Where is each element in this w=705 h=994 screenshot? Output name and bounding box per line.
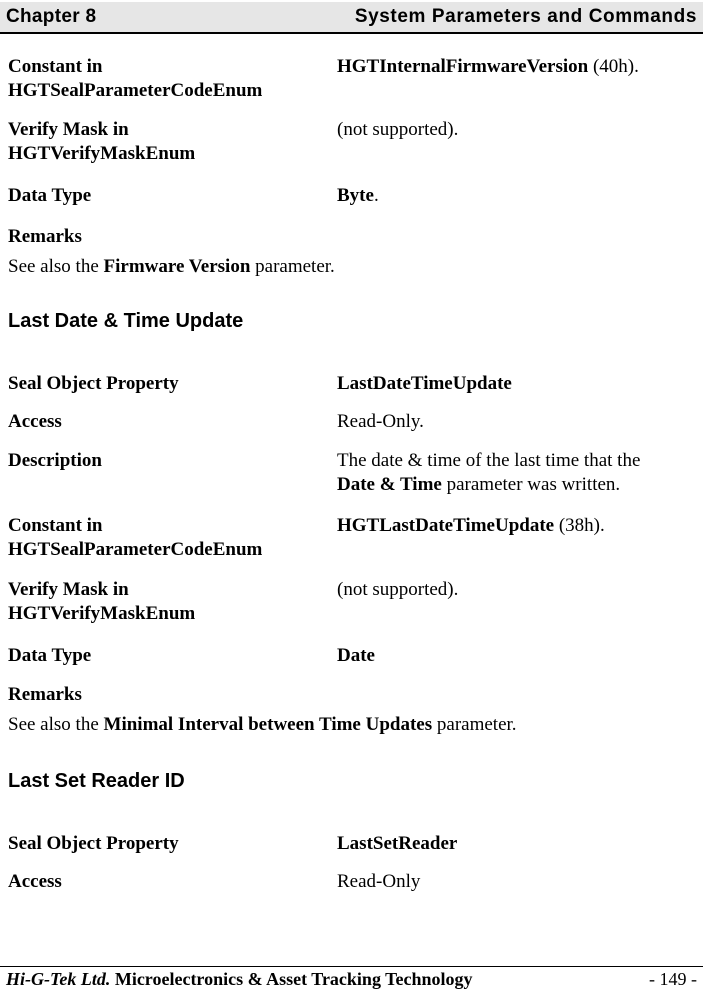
description-rest: parameter was written. — [441, 474, 621, 495]
constant-code: (38h). — [554, 515, 605, 536]
data-type-suffix: . — [373, 185, 379, 206]
remarks-heading: Remarks — [8, 684, 82, 705]
data-type-name: Byte — [337, 185, 374, 206]
data-type-label: Data Type — [8, 645, 92, 666]
constant-value — [337, 514, 705, 538]
constant-label — [8, 55, 328, 103]
chapter-title: System Parameters and Commands — [354, 6, 697, 27]
property-value — [337, 372, 705, 396]
constant-label-line1: Constant in — [8, 515, 103, 536]
access-value: Read-Only — [337, 871, 421, 892]
remarks-pre: See also the — [8, 714, 104, 735]
verify-mask-value: (not supported). — [337, 119, 459, 140]
verify-label-line2: HGTVerifyMaskEnum — [8, 603, 196, 624]
remarks-link-text: Minimal Interval between Time Updates — [103, 714, 433, 735]
company-name: Hi-G-Tek Ltd. — [6, 969, 111, 989]
data-type-value — [337, 184, 705, 208]
remarks-post: parameter. — [250, 256, 335, 277]
constant-value — [337, 55, 705, 79]
section-heading: Last Date & Time Update — [8, 310, 244, 332]
property-label: Seal Object Property — [8, 833, 179, 854]
constant-label-line2: HGTSealParameterCodeEnum — [8, 539, 263, 560]
access-label: Access — [8, 411, 62, 432]
description-param: Date & Time — [337, 474, 442, 495]
remarks-post: parameter. — [432, 714, 517, 735]
constant-label-line2: HGTSealParameterCodeEnum — [8, 80, 263, 101]
section-heading: Last Set Reader ID — [8, 770, 185, 792]
property-value — [337, 832, 705, 856]
description-line1: The date & time of the last time that the — [337, 450, 641, 471]
constant-label-line1: Constant in — [8, 56, 103, 77]
verify-mask-label — [8, 118, 328, 166]
verify-label-line2: HGTVerifyMaskEnum — [8, 143, 196, 164]
property-label: Seal Object Property — [8, 373, 179, 394]
verify-mask-value: (not supported). — [337, 579, 459, 600]
description-value — [337, 449, 705, 497]
remarks-pre: See also the — [8, 256, 104, 277]
verify-mask-label — [8, 578, 328, 626]
verify-label-line1: Verify Mask in — [8, 579, 129, 600]
verify-label-line1: Verify Mask in — [8, 119, 129, 140]
company-tagline: Microelectronics & Asset Tracking Technology — [110, 969, 473, 989]
data-type-value — [337, 644, 705, 668]
chapter-label: Chapter 8 — [6, 6, 97, 27]
data-type-name: Date — [337, 645, 375, 666]
constant-name: HGTInternalFirmwareVersion — [337, 56, 589, 77]
remarks-link-text: Firmware Version — [103, 256, 251, 277]
access-label: Access — [8, 871, 62, 892]
page-header — [0, 2, 703, 34]
property-name: LastDateTimeUpdate — [337, 373, 512, 394]
company-line — [6, 969, 472, 990]
access-value: Read-Only. — [337, 411, 424, 432]
description-label: Description — [8, 450, 102, 471]
page-number: - 149 - — [649, 969, 697, 989]
remarks-heading: Remarks — [8, 226, 82, 247]
remarks-text — [8, 256, 335, 278]
description-line2 — [337, 473, 705, 497]
property-name: LastSetReader — [337, 833, 458, 854]
page-footer — [0, 966, 703, 993]
remarks-text — [8, 714, 517, 736]
constant-code: (40h). — [588, 56, 639, 77]
constant-name: HGTLastDateTimeUpdate — [337, 515, 555, 536]
constant-label — [8, 514, 328, 562]
data-type-label: Data Type — [8, 185, 92, 206]
